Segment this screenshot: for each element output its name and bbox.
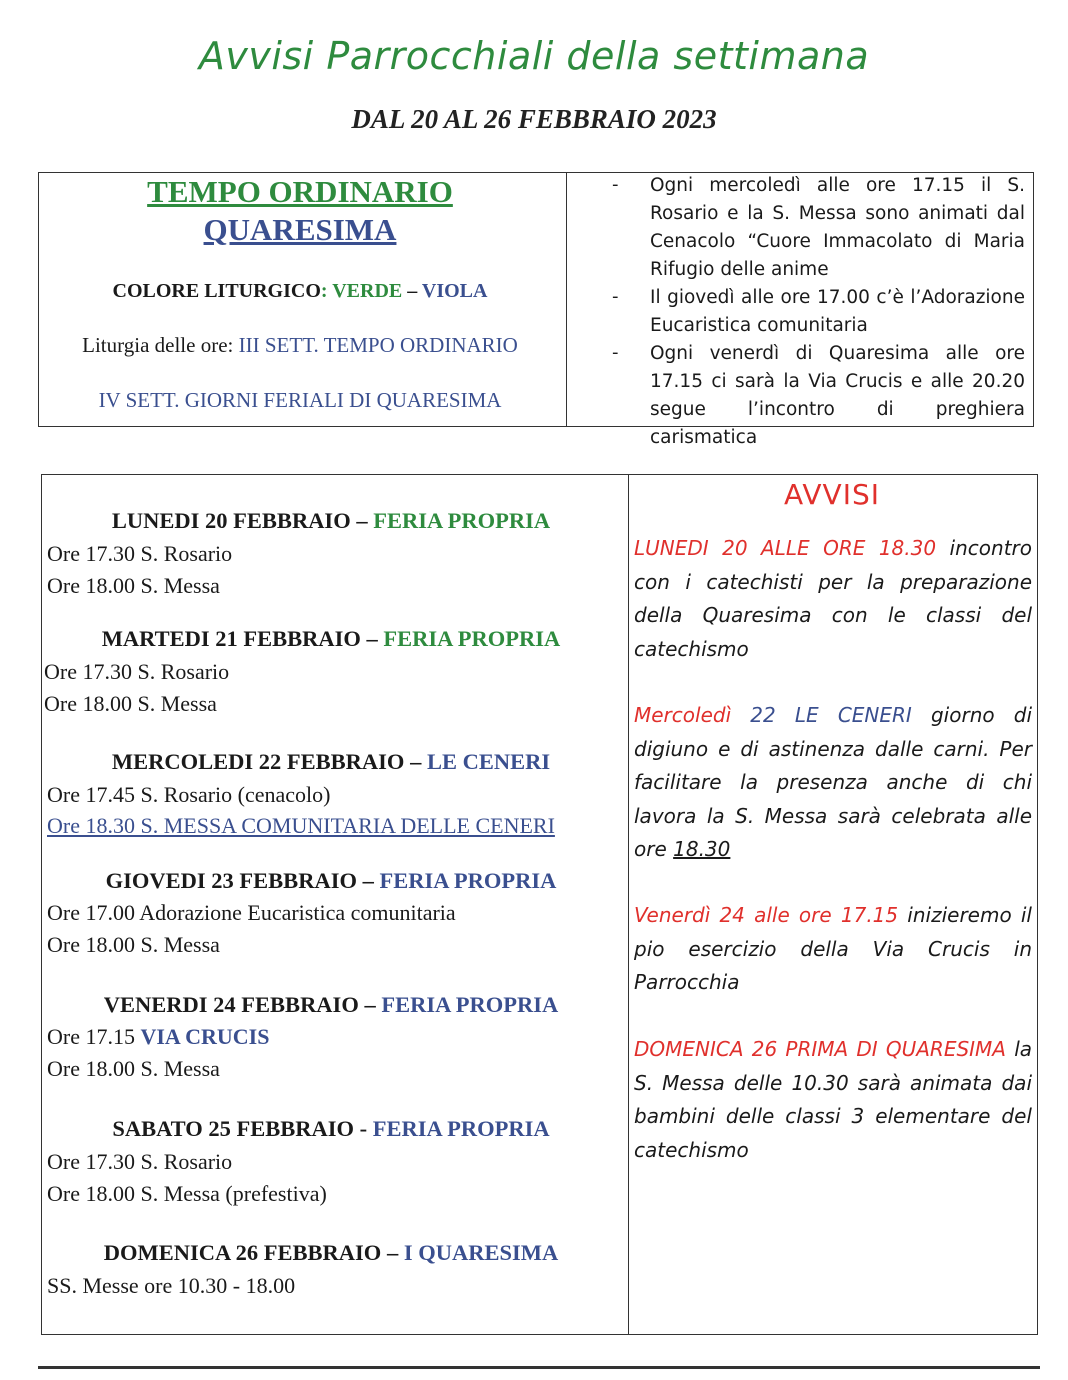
bottom-rule [38,1366,1040,1369]
schedule-box-divider [628,474,629,1335]
day-heading: DOMENICA 26 FEBBRAIO – I QUARESIMA [103,1240,559,1265]
schedule-line: Ore 18.00 S. Messa [44,691,217,716]
schedule-line: Ore 17.15 VIA CRUCIS [47,1024,270,1049]
note-dash: - [612,342,619,363]
color-viola: VIOLA [421,280,488,302]
color-verde: VERDE [332,280,403,302]
schedule-line: Ore 17.30 S. Rosario [47,541,233,566]
day-heading: GIOVEDI 23 FEBBRAIO – FERIA PROPRIA [105,868,557,893]
color-separator: – [402,280,422,302]
schedule-line: Ore 18.00 S. Messa [47,932,220,957]
weekly-note: Ogni venerdì di Quaresima alle ore 17.15 ci sarà la Via Crucis e alle 20.20 segue l’incontro di preghiera carismatica [650,343,1025,448]
avviso-item: Venerdì 24 alle ore 17.15 inizieremo il pio esercizio della Via Crucis in Parrocchia [634,903,1032,994]
schedule-line: Ore 17.45 S. Rosario (cenacolo) [47,782,331,807]
schedule-line: Ore 18.00 S. Messa (prefestiva) [47,1181,327,1206]
season-quaresima: QUARESIMA [203,212,397,247]
avviso-item: DOMENICA 26 PRIMA DI QUARESIMA la S. Messa delle 10.30 sarà animata dai bambini delle classi 3 elementare del catechismo [634,1037,1033,1162]
weekday-liturgy: IV SETT. GIORNI FERIALI DI QUARESIMA [98,388,502,412]
day-heading: SABATO 25 FEBBRAIO - FERIA PROPRIA [112,1116,550,1141]
weekly-note: Il giovedì alle ore 17.00 c’è l’Adorazione Eucaristica comunitaria [650,287,1025,336]
schedule-line: Ore 18.00 S. Messa [47,573,220,598]
liturgy-of-hours [40,333,560,358]
liturgy-value: III SETT. TEMPO ORDINARIO [238,333,518,357]
day-heading: MARTEDI 21 FEBBRAIO – FERIA PROPRIA [101,626,561,651]
schedule-line: Ore 17.30 S. Rosario [44,659,230,684]
page-title: Avvisi Parrocchiali della settimana [198,34,870,78]
schedule-line: Ore 17.30 S. Rosario [47,1149,233,1174]
avviso-item: LUNEDI 20 ALLE ORE 18.30 incontro con i catechisti per la preparazione della Quaresima con le classi del catechismo [634,536,1032,661]
note-dash: - [612,286,619,307]
season-ordinario: TEMPO ORDINARIO [147,174,453,209]
note-dash: - [612,174,619,195]
schedule-line-ceneri: Ore 18.30 S. MESSA COMUNITARIA DELLE CENERI [47,813,555,838]
liturgical-color: COLORE LITURGICO: VERDE – VIOLA [112,280,488,302]
day-heading: VENERDI 24 FEBBRAIO – FERIA PROPRIA [103,992,559,1017]
date-range: DAL 20 AL 26 FEBBRAIO 2023 [351,104,717,134]
day-heading: MERCOLEDI 22 FEBBRAIO – LE CENERI [111,749,551,774]
liturgy-label: Liturgia delle ore: [82,333,239,357]
schedule-line: Ore 18.00 S. Messa [47,1056,220,1081]
avvisi-heading: AVVISI [784,478,880,511]
day-heading: LUNEDI 20 FEBBRAIO – FERIA PROPRIA [111,508,551,533]
schedule-line: SS. Messe ore 10.30 - 18.00 [47,1273,296,1298]
weekly-note: Ogni mercoledì alle ore 17.15 il S. Rosario e la S. Messa sono animati dal Cenacolo “Cuore Immacolato di Maria Rifugio delle anime [650,175,1025,280]
liturgy-box-divider [566,172,567,427]
avviso-item: Mercoledì 22 LE CENERI giorno di digiuno e di astinenza dalle carni. Per facilitare la presenza anche di chi lavora la S. Messa sarà celebrata alle ore 18.30 [634,703,1033,861]
liturgical-color-label: COLORE LITURGICO [112,280,321,302]
schedule-line: Ore 17.00 Adorazione Eucaristica comunitaria [47,900,456,925]
